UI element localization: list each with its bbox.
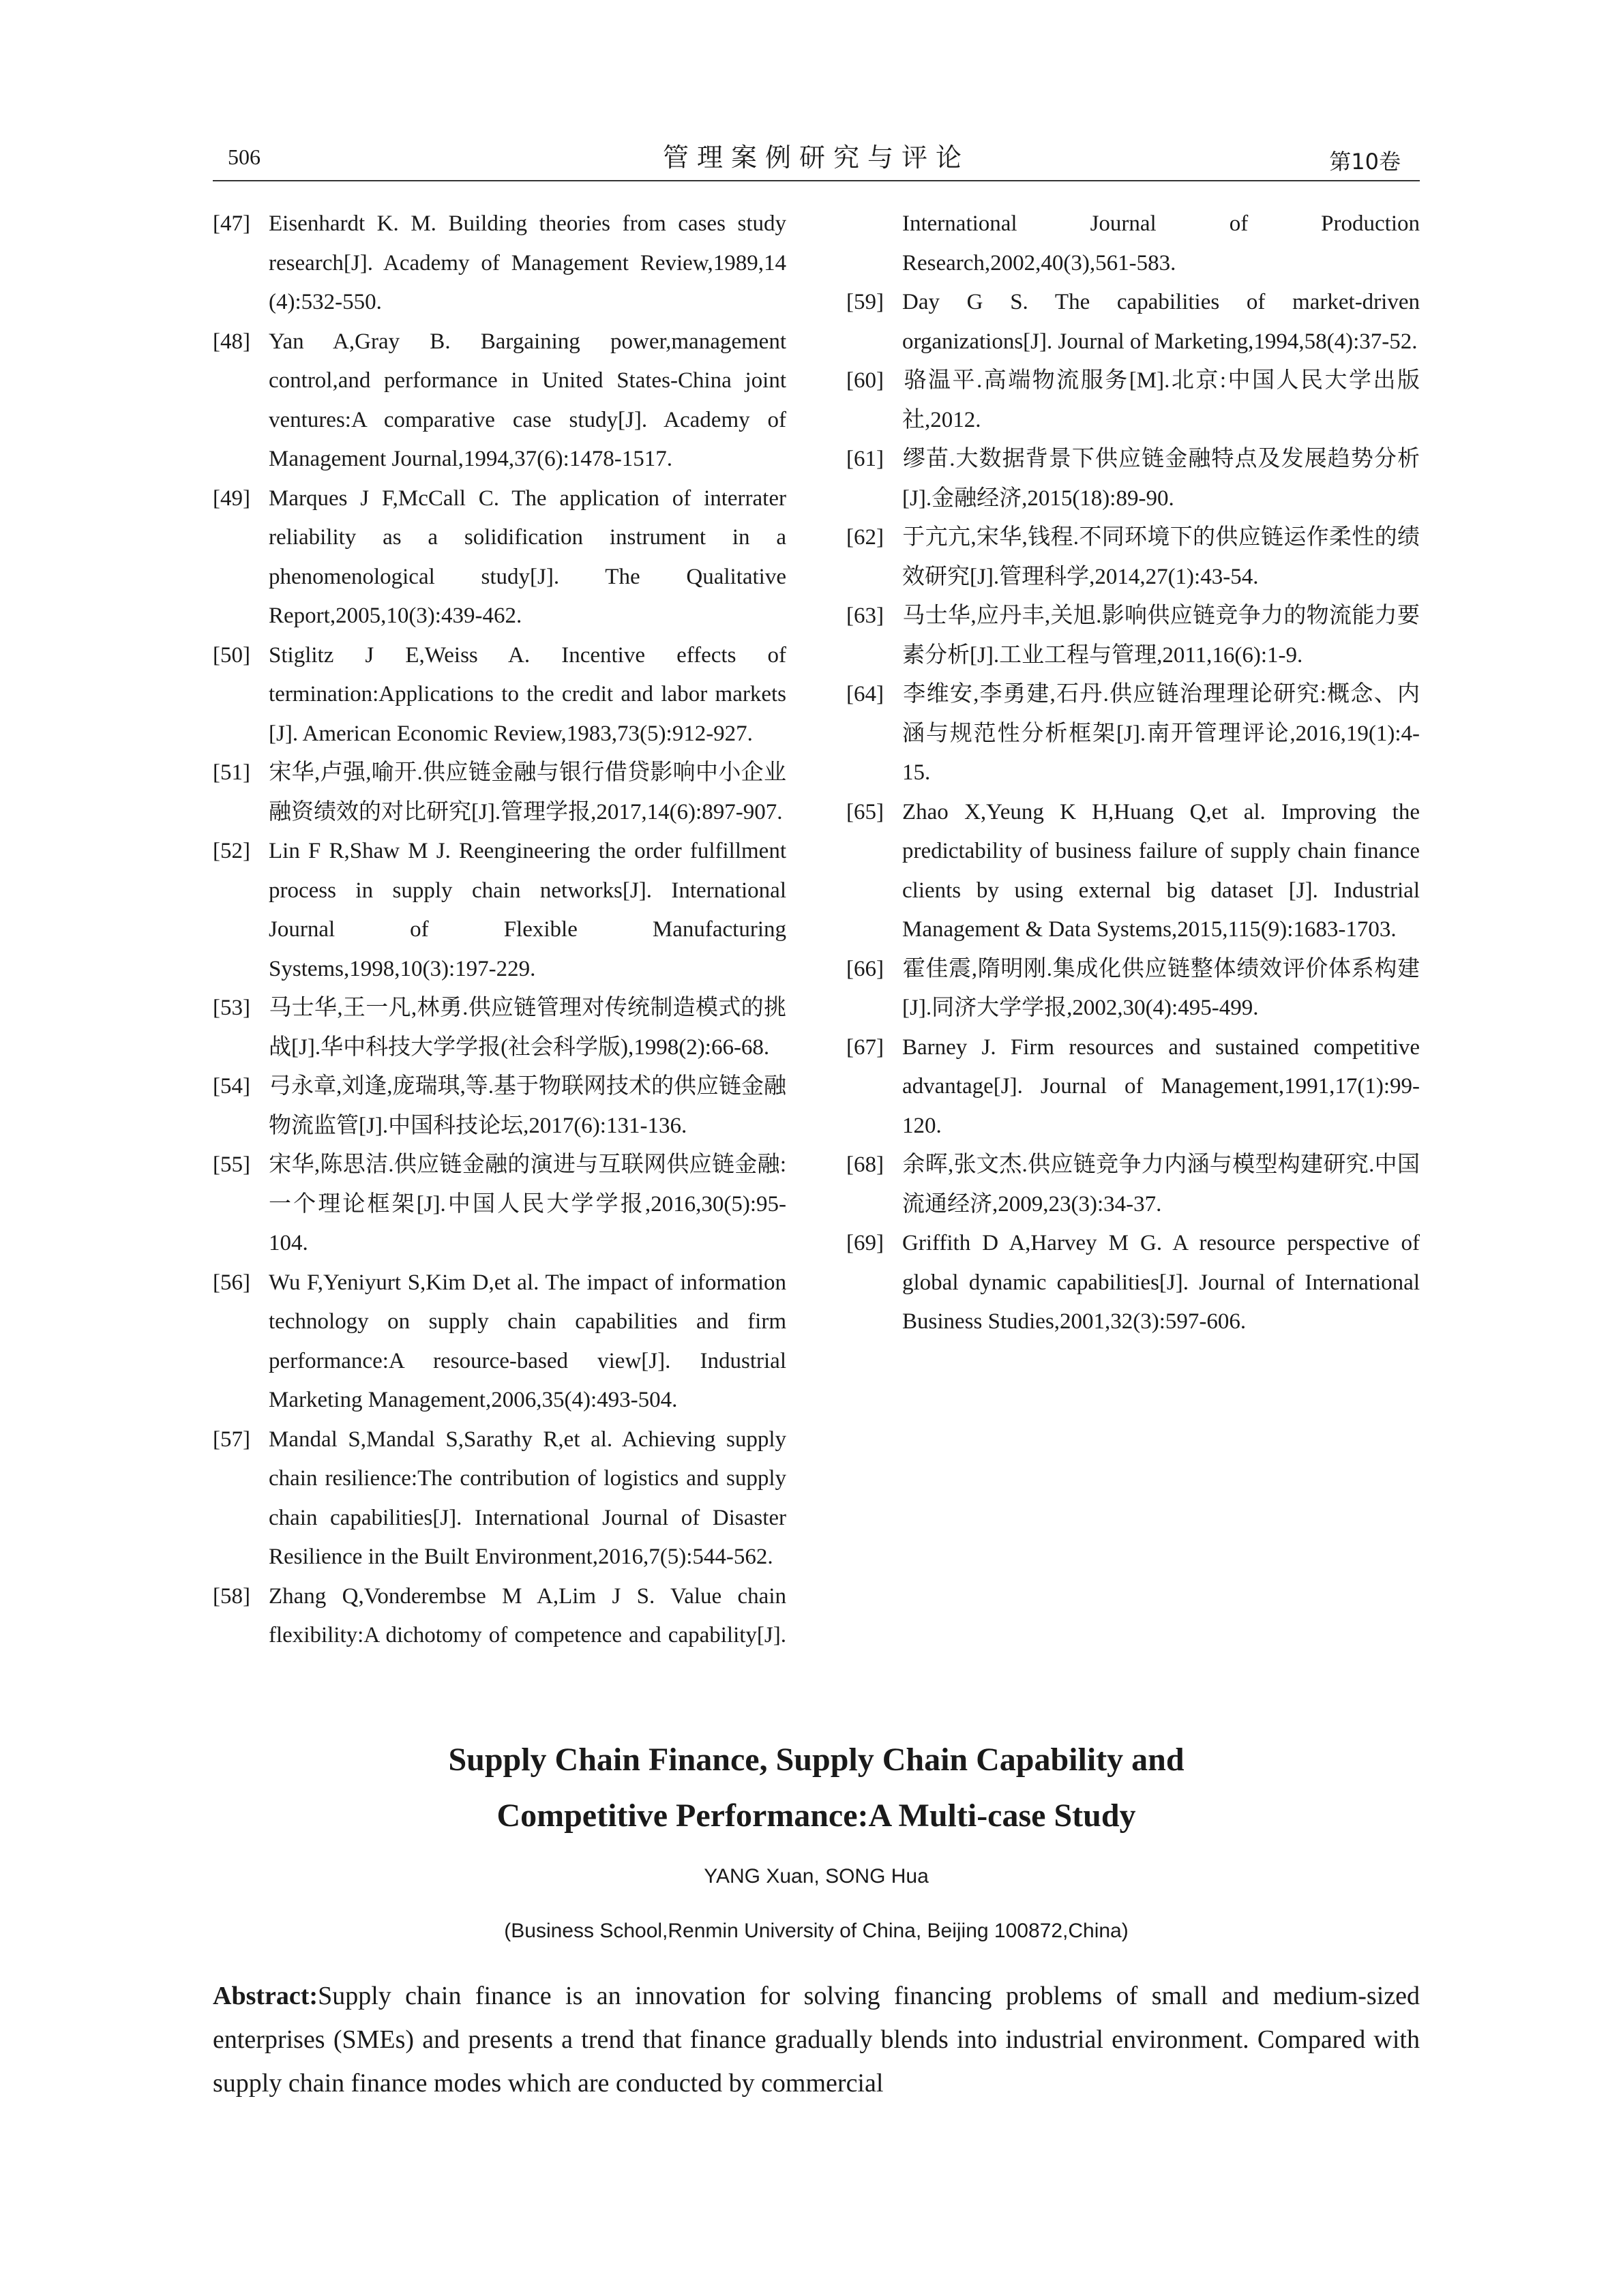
reference-item [846,1146,1420,1224]
paper-authors: YANG Xuan, SONG Hua [704,1865,929,1888]
reference-number: [57] [213,1427,250,1452]
paper-title-line-2: Competitive Performance:A Multi-case Study [496,1798,1136,1834]
reference-text: Wu F,Yeniyurt S,Kim D,et al. The impact of information technology on supply chain capabilities and firm performance:A resource-based view[J]. Industrial Marketing Management,2006,35(4):493-504. [269,1270,786,1412]
journal-title: 管理案例研究与评论 [662,143,970,173]
reference-number: [67] [846,1034,884,1060]
reference-text: 马士华,王一凡,林勇.供应链管理对传统制造模式的挑战[J].华中科技大学学报(社会科学版),1998(2):66-68. [269,996,786,1060]
volume-label: 第10卷 [1329,149,1401,175]
reference-item [846,1028,1420,1146]
reference-item [213,1264,786,1420]
reference-text: 于亢亢,宋华,钱程.不同环境下的供应链运作柔性的绩效研究[J].管理科学,2014,27(1):43-54. [902,525,1420,589]
reference-number: [64] [846,682,884,706]
reference-number: [50] [213,642,250,668]
abstract-text: Supply chain finance is an innovation for solving financing problems of small and medium-sized enterprises (SMEs) and presents a trend that finance gradually blends into industrial environment. Compared with supply chain finance modes which are conducted by commercial [213,1982,1420,2098]
reference-text: 弓永章,刘逢,庞瑞琪,等.基于物联网技术的供应链金融物流监管[J].中国科技论坛,2017(6):131-136. [269,1074,786,1138]
reference-item [213,323,786,479]
reference-item [846,361,1420,440]
reference-text: 骆温平.高端物流服务[M].北京:中国人民大学出版社,2012. [902,368,1420,432]
reference-text: 余晖,张文杰.供应链竞争力内涵与模型构建研究.中国流通经济,2009,23(3):34-37. [902,1152,1420,1217]
reference-item [213,636,786,754]
reference-text: 宋华,陈思洁.供应链金融的演进与互联网供应链金融:一个理论框架[J].中国人民大学学报,2016,30(5):95-104. [269,1152,786,1255]
reference-text: 缪苗.大数据背景下供应链金融特点及发展趋势分析[J].金融经济,2015(18):89-90. [902,447,1420,511]
page-number: 506 [228,145,260,169]
reference-number: [47] [213,211,250,236]
reference-item [846,283,1420,361]
reference-item [213,1067,786,1146]
paper-title-line-1: Supply Chain Finance, Supply Chain Capability and [448,1742,1185,1778]
reference-number: [65] [846,799,884,824]
reference-number: [60] [846,368,884,393]
abstract-label: Abstract: [213,1982,318,2010]
reference-list [213,205,1420,1691]
reference-number: [55] [213,1152,250,1177]
reference-number: [68] [846,1152,884,1177]
reference-item [846,675,1420,793]
reference-number: [59] [846,290,884,314]
reference-text: Eisenhardt K. M. Building theories from cases study research[J]. Academy of Management Review,1989,14 (4):532-550. [269,211,786,314]
reference-number: [58] [213,1583,250,1609]
reference-number: [61] [846,447,884,471]
reference-number: [53] [213,996,250,1020]
reference-item [213,1146,786,1264]
reference-item [846,597,1420,675]
reference-number: [51] [213,760,250,785]
reference-item [213,1420,786,1577]
reference-text: Lin F R,Shaw M J. Reengineering the order fulfillment process in supply chain networks[J]. International Journal of Flexible Manufacturing Systems,1998,10(3):197-229. [269,839,786,981]
reference-item [846,950,1420,1028]
reference-text: Zhang Q,Vonderembse M A,Lim J S. Value chain flexibility:A dichotomy of competence and capability[J]. International Journal of Production Research,2002,40(3),561-583. [269,211,1420,1648]
reference-number: [63] [846,603,884,628]
reference-text: Yan A,Gray B. Bargaining power,management control,and performance in United States-China joint ventures:A comparative case study[J]. Academy of Management Journal,1994,37(6):1478-1517. [269,329,786,471]
page-header [213,131,1420,181]
reference-number: [48] [213,329,250,354]
reference-item [213,479,786,636]
reference-text: Stiglitz J E,Weiss A. Incentive effects of termination:Applications to the credit and labor markets [J]. American Economic Review,1983,73(5):912-927. [269,642,786,746]
reference-number: [52] [213,839,250,863]
reference-number: [56] [213,1270,250,1295]
reference-text: Day G S. The capabilities of market-driven organizations[J]. Journal of Marketing,1994,58(4):37-52. [902,290,1420,354]
reference-item [846,793,1420,950]
reference-number: [66] [846,956,884,981]
reference-number: [54] [213,1074,250,1099]
reference-item [213,754,786,832]
abstract [213,1974,1420,2105]
reference-item [846,1224,1420,1342]
reference-number: [62] [846,525,884,550]
reference-number: [49] [213,486,250,511]
reference-text: 马士华,应丹丰,关旭.影响供应链竞争力的物流能力要素分析[J].工业工程与管理,2011,16(6):1-9. [902,603,1420,668]
reference-text: Barney J. Firm resources and sustained competitive advantage[J]. Journal of Management,1991,17(1):99-120. [902,1034,1420,1138]
paper-title [213,1732,1420,1844]
reference-text: Zhao X,Yeung K H,Huang Q,et al. Improving the predictability of business failure of supply chain finance clients by using external big dataset [J]. Industrial Management & Data Systems,2015,115(9):1683-1703. [902,799,1420,942]
reference-item [846,440,1420,518]
paper-affiliation: (Business School,Renmin University of China, Beijing 100872,China) [504,1920,1129,1942]
reference-text: Griffith D A,Harvey M G. A resource perspective of global dynamic capabilities[J]. Journal of International Business Studies,2001,32(3):597-606. [902,1231,1420,1334]
reference-item [213,832,786,989]
reference-number: [69] [846,1231,884,1255]
reference-text: 霍佳震,隋明刚.集成化供应链整体绩效评价体系构建[J].同济大学学报,2002,30(4):495-499. [902,956,1420,1020]
reference-item [846,518,1420,597]
reference-text: 宋华,卢强,喻开.供应链金融与银行借贷影响中小企业融资绩效的对比研究[J].管理学报,2017,14(6):897-907. [269,760,786,824]
reference-text: Mandal S,Mandal S,Sarathy R,et al. Achieving supply chain resilience:The contribution of logistics and supply chain capabilities[J]. International Journal of Disaster Resilience in the Built Environment,2016,7(5):544-562. [269,1427,786,1569]
reference-item [213,205,786,323]
reference-text: Marques J F,McCall C. The application of interrater reliability as a solidification instrument in a phenomenological study[J]. The Qualitative Report,2005,10(3):439-462. [269,486,786,628]
reference-item [213,989,786,1067]
reference-text: 李维安,李勇建,石丹.供应链治理理论研究:概念、内涵与规范性分析框架[J].南开管理评论,2016,19(1):4-15. [902,682,1420,785]
